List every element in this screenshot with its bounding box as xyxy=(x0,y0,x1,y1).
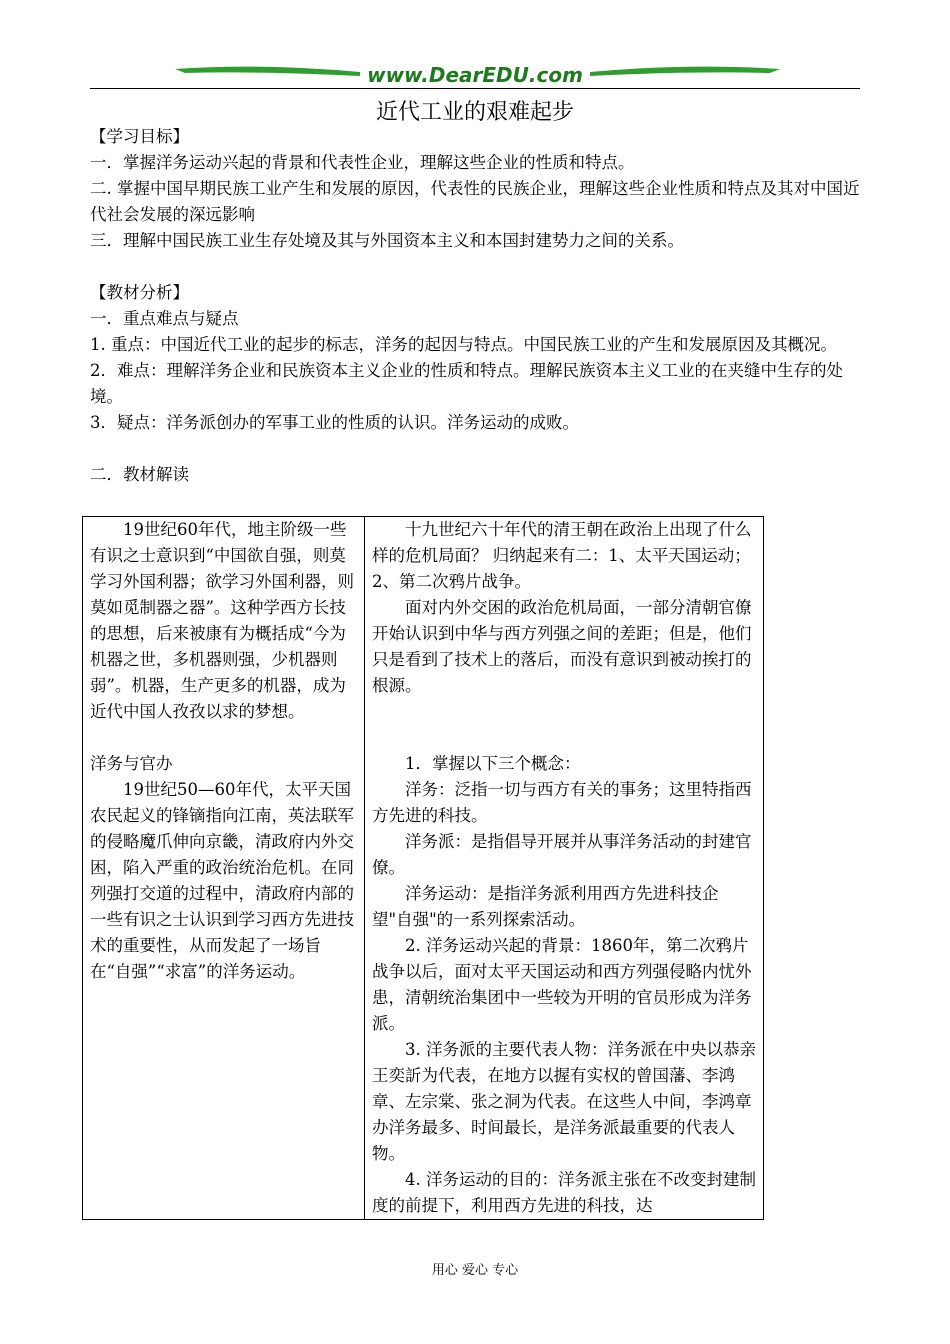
intro-content xyxy=(90,124,862,488)
goal-item: 二. 掌握中国早期民族工业产生和发展的原因，代表性的民族企业，理解这些企业性质和特点及其对中国近代社会发展的深远影响 xyxy=(90,179,860,224)
left-section-heading: 洋务与官办 xyxy=(90,754,173,773)
right-paragraph: 3. 洋务派的主要代表人物：洋务派在中央以恭亲王奕訢为代表，在地方以握有实权的曾国藩、李鸿章、左宗棠、张之洞为代表。在这些人中间，李鸿章办洋务最多、时间最长，是洋务派最重要的代表人物。 xyxy=(372,1040,756,1163)
analysis-heading: 【教材分析】 xyxy=(90,283,189,302)
interpretation-table xyxy=(82,516,764,1220)
goal-item: 一．掌握洋务运动兴起的背景和代表性企业，理解这些企业的性质和特点。 xyxy=(90,153,635,172)
right-paragraph: 洋务运动：是指洋务派利用西方先进科技企望"自强"的一系列探索活动。 xyxy=(372,884,719,929)
analysis-item: 3．疑点：洋务派创办的军事工业的性质的认识。洋务运动的成败。 xyxy=(90,413,579,432)
analysis-subheading: 二．教材解读 xyxy=(90,465,189,484)
analysis-item: 2．难点：理解洋务企业和民族资本主义企业的性质和特点。理解民族资本主义工业的在夹缝中生存的处境。 xyxy=(90,361,843,406)
page-footer: 用心 爱心 专心 xyxy=(431,1263,519,1278)
right-paragraph: 洋务：泛指一切与西方有关的事务；这里特指西方先进的科技。 xyxy=(372,780,752,825)
left-paragraph: 19世纪60年代，地主阶级一些有识之士意识到“中国欲自强，则莫学习外国利器；欲学习外国利器，则莫如觅制器之器”。这种学西方长技的思想，后来被康有为概括成“今为机器之世，多机器则强，少机器则弱”。机器，生产更多的机器，成为近代中国人孜孜以求的梦想。 xyxy=(90,520,354,721)
site-logo-text: www.DearEDU.com xyxy=(367,63,583,87)
right-paragraph: 1．掌握以下三个概念： xyxy=(405,754,581,773)
goals-heading: 【学习目标】 xyxy=(90,127,189,146)
right-paragraph: 2. 洋务运动兴起的背景：1860年，第二次鸦片战争以后，面对太平天国运动和西方列强侵略内忧外患，清朝统治集团中一些较为开明的官员形成为洋务派。 xyxy=(372,936,752,1033)
left-column xyxy=(83,517,365,1220)
analysis-item: 1. 重点：中国近代工业的起步的标志，洋务的起因与特点。中国民族工业的产生和发展原因及其概况。 xyxy=(90,335,837,354)
leaf-swoosh-icon xyxy=(90,60,860,90)
analysis-subheading: 一．重点难点与疑点 xyxy=(90,309,239,328)
left-paragraph: 19世纪50—60年代，太平天国农民起义的锋镝指向江南，英法联军的侵略魔爪伸向京畿，清政府内外交困，陷入严重的政治统治危机。在同列强打交道的过程中，清政府内部的一些有识之士认识到学习西方先进技术的重要性，从而发起了一场旨在“自强”“求富”的洋务运动。 xyxy=(90,780,354,981)
page-title: 近代工业的艰难起步 xyxy=(375,100,574,125)
header-divider xyxy=(90,88,860,89)
site-header-banner xyxy=(90,60,860,90)
right-paragraph: 十九世纪六十年代的清王朝在政治上出现了什么样的危机局面？ 归纳起来有二：1、太平天国运动；2、第二次鸦片战争。 xyxy=(372,520,752,591)
right-paragraph: 面对内外交困的政治危机局面，一部分清朝官僚开始认识到中华与西方列强之间的差距；但是，他们只是看到了技术上的落后，而没有意识到被动挨打的根源。 xyxy=(372,598,752,695)
right-paragraph: 洋务派：是指倡导开展并从事洋务活动的封建官僚。 xyxy=(372,832,752,877)
goal-item: 三．理解中国民族工业生存处境及其与外国资本主义和本国封建势力之间的关系。 xyxy=(90,231,684,250)
right-paragraph: 4. 洋务运动的目的：洋务派主张在不改变封建制度的前提下，利用西方先进的科技，达 xyxy=(372,1170,756,1215)
right-column xyxy=(365,517,764,1220)
